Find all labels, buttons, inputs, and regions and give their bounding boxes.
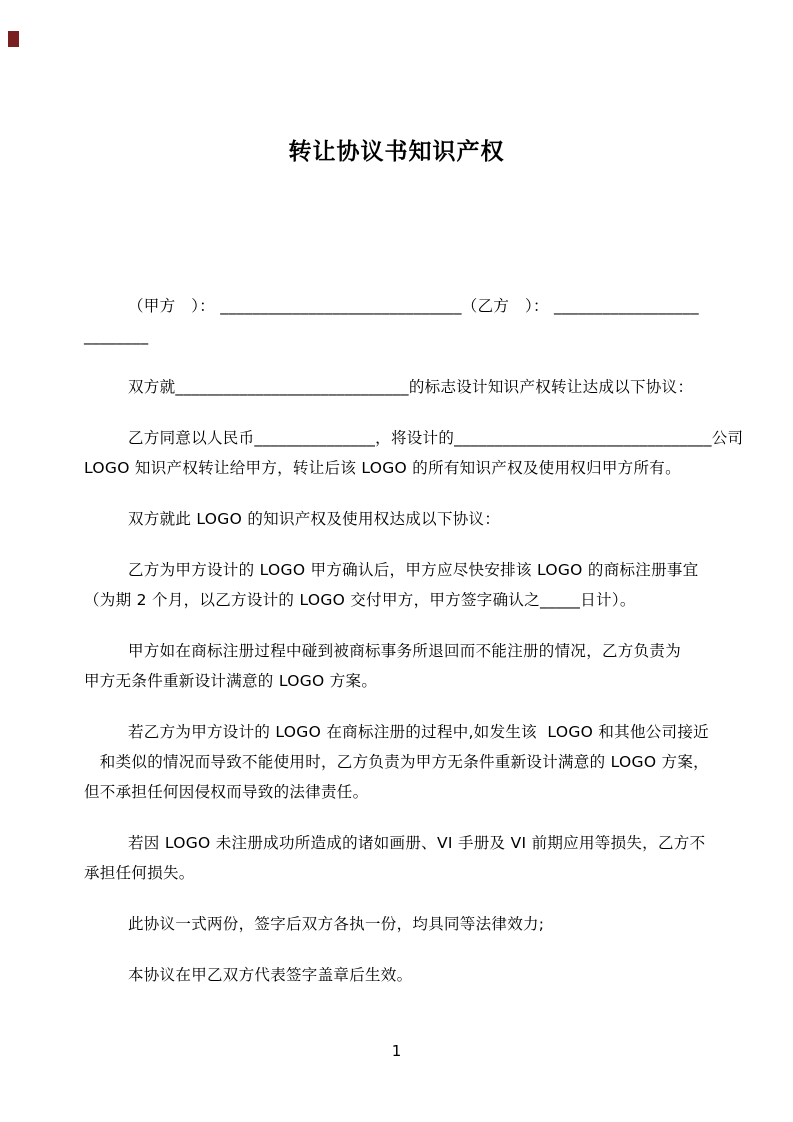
paragraph-line: 但不承担任何因侵权而导致的法律责任。: [84, 783, 369, 801]
paragraph-line: 乙方为甲方设计的 LOGO 甲方确认后，甲方应尽快安排该 LOGO 的商标注册事宜: [128, 561, 699, 579]
paragraph: [84, 555, 709, 615]
paragraph: [84, 372, 709, 402]
page-number: 1: [391, 1042, 402, 1060]
paragraph: [84, 828, 709, 888]
paragraph-line: 若因 LOGO 未注册成功所造成的诸如画册、VI 手册及 VI 前期应用等损失，乙方不: [128, 834, 706, 852]
paragraph: [84, 423, 744, 483]
paragraph-line: （甲方 ）： ______________________________（乙方 ）： __________________: [128, 297, 699, 315]
paragraph-line: 双方就此 LOGO 的知识产权及使用权达成以下协议：: [128, 510, 501, 528]
paragraph: [84, 504, 709, 534]
paragraph-line: 甲方如在商标注册过程中碰到被商标事务所退回而不能注册的情况，乙方负责为: [128, 642, 682, 660]
paragraph: [84, 636, 709, 696]
document-title: 转让协议书知识产权: [288, 139, 505, 165]
paragraph: [84, 960, 709, 990]
paragraph-line: 此协议一式两份，签字后双方各执一份，均具同等法律效力;: [128, 915, 545, 933]
paragraph-line: 若乙方为甲方设计的 LOGO 在商标注册的过程中,如发生该 LOGO 和其他公司接近: [128, 723, 709, 741]
paragraph-line: （为期 2 个月，以乙方设计的 LOGO 交付甲方，甲方签字确认之_____日计）。: [84, 591, 636, 609]
paragraph: [84, 291, 709, 351]
paragraph-line: 本协议在甲乙双方代表签字盖章后生效。: [128, 966, 413, 984]
paragraph: [84, 909, 709, 939]
paragraph-line: LOGO 知识产权转让给甲方，转让后该 LOGO 的所有知识产权及使用权归甲方所有。: [84, 459, 681, 477]
document-body: [84, 291, 744, 990]
paragraph-line: 乙方同意以人民币_______________，将设计的________________________________公司: [128, 429, 744, 447]
paragraph-line: ________: [84, 327, 149, 345]
paragraph-line: 甲方无条件重新设计满意的 LOGO 方案。: [84, 672, 378, 690]
paragraph: [84, 717, 709, 807]
paragraph-line: 双方就_____________________________的标志设计知识产权转让达成以下协议：: [128, 378, 694, 396]
corner-mark: [8, 31, 19, 47]
paragraph-line: 承担任何损失。: [84, 864, 195, 882]
paragraph-line: 和类似的情况而导致不能使用时，乙方负责为甲方无条件重新设计满意的 LOGO 方案，: [84, 753, 709, 771]
